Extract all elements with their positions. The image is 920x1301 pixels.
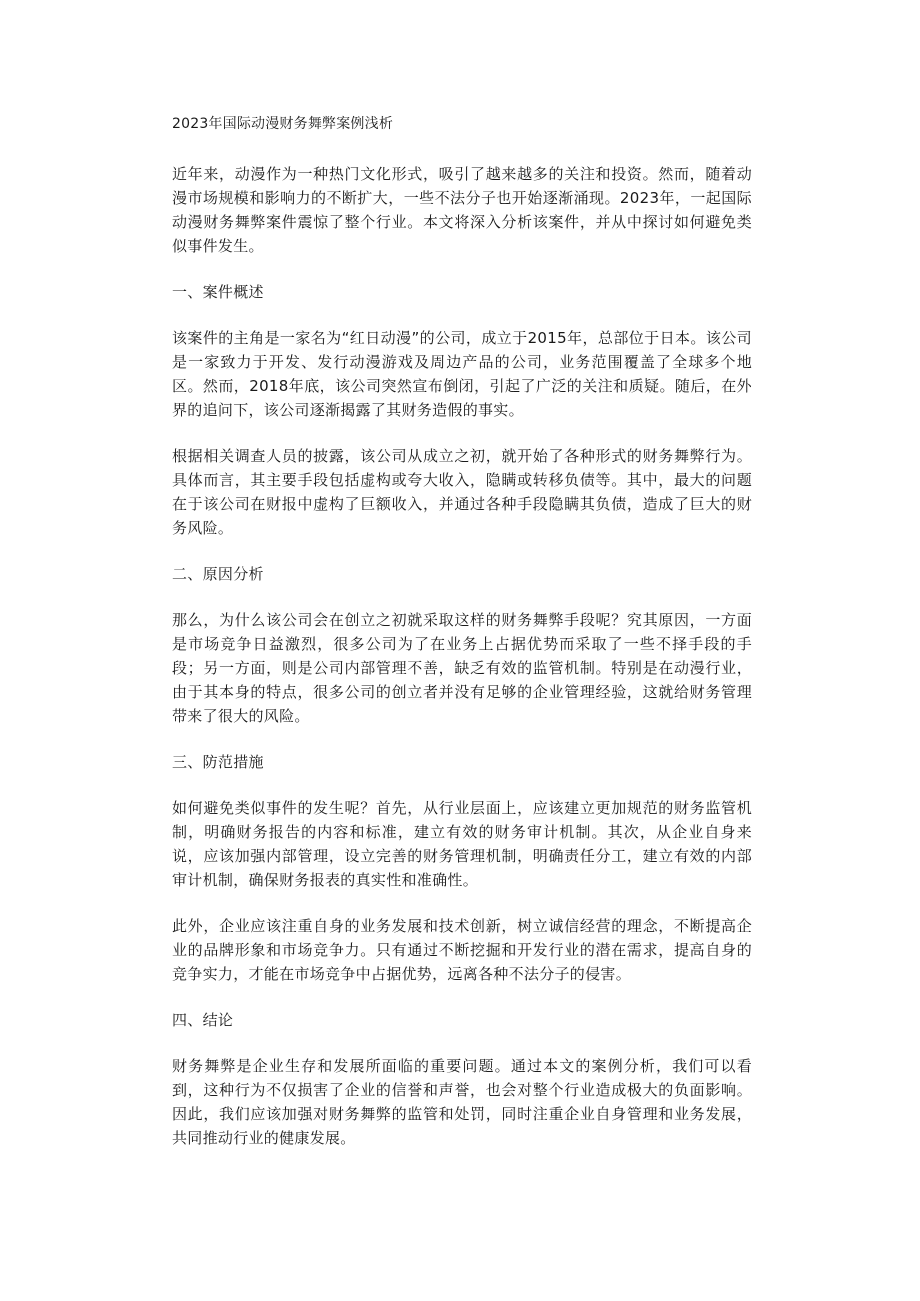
prevention-paragraph-1: 如何避免类似事件的发生呢？首先，从行业层面上，应该建立更加规范的财务监管机制，明确财务报告的内容和标准，建立有效的财务审计机制。其次，从企业自身来说，应该加强内部管理，设立完善的财务管理机制，明确责任分工，建立有效的内部审计机制，确保财务报表的真实性和准确性。 bbox=[172, 799, 752, 889]
intro-paragraph: 近年来，动漫作为一种热门文化形式，吸引了越来越多的关注和投资。然而，随着动漫市场规模和影响力的不断扩大，一些不法分子也开始逐渐涌现。2023年，一起国际动漫财务舞弊案件震惊了整个行业。本文将深入分析该案件，并从中探讨如何避免类似事件发生。 bbox=[172, 165, 752, 255]
document-page bbox=[172, 112, 752, 1172]
section-heading-prevention: 三、防范措施 bbox=[172, 753, 264, 771]
document-title: 2023年国际动漫财务舞弊案例浅析 bbox=[172, 116, 394, 132]
overview-paragraph-2: 根据相关调查人员的披露，该公司从成立之初，就开始了各种形式的财务舞弊行为。具体而言，其主要手段包括虚构或夸大收入，隐瞒或转移负债等。其中，最大的问题在于该公司在财报中虚构了巨额收入，并通过各种手段隐瞒其负债，造成了巨大的财务风险。 bbox=[172, 447, 752, 537]
conclusion-paragraph-1: 财务舞弊是企业生存和发展所面临的重要问题。通过本文的案例分析，我们可以看到，这种行为不仅损害了企业的信誉和声誉，也会对整个行业造成极大的负面影响。因此，我们应该加强对财务舞弊的监管和处罚，同时注重企业自身管理和业务发展，共同推动行业的健康发展。 bbox=[172, 1057, 752, 1147]
section-heading-conclusion: 四、结论 bbox=[172, 1011, 234, 1029]
overview-paragraph-1: 该案件的主角是一家名为“红日动漫”的公司，成立于2015年，总部位于日本。该公司是一家致力于开发、发行动漫游戏及周边产品的公司，业务范围覆盖了全球多个地区。然而，2018年底，该公司突然宣布倒闭，引起了广泛的关注和质疑。随后，在外界的追问下，该公司逐渐揭露了其财务造假的事实。 bbox=[172, 329, 752, 419]
prevention-paragraph-2: 此外，企业应该注重自身的业务发展和技术创新，树立诚信经营的理念，不断提高企业的品牌形象和市场竞争力。只有通过不断挖掘和开发行业的潜在需求，提高自身的竞争实力，才能在市场竞争中占据优势，远离各种不法分子的侵害。 bbox=[172, 917, 752, 983]
section-heading-overview: 一、案件概述 bbox=[172, 283, 264, 301]
section-heading-causes: 二、原因分析 bbox=[172, 565, 264, 583]
causes-paragraph-1: 那么，为什么该公司会在创立之初就采取这样的财务舞弊手段呢？究其原因，一方面是市场竞争日益激烈，很多公司为了在业务上占据优势而采取了一些不择手段的手段；另一方面，则是公司内部管理不善，缺乏有效的监管机制。特别是在动漫行业，由于其本身的特点，很多公司的创立者并没有足够的企业管理经验，这就给财务管理带来了很大的风险。 bbox=[172, 611, 752, 725]
